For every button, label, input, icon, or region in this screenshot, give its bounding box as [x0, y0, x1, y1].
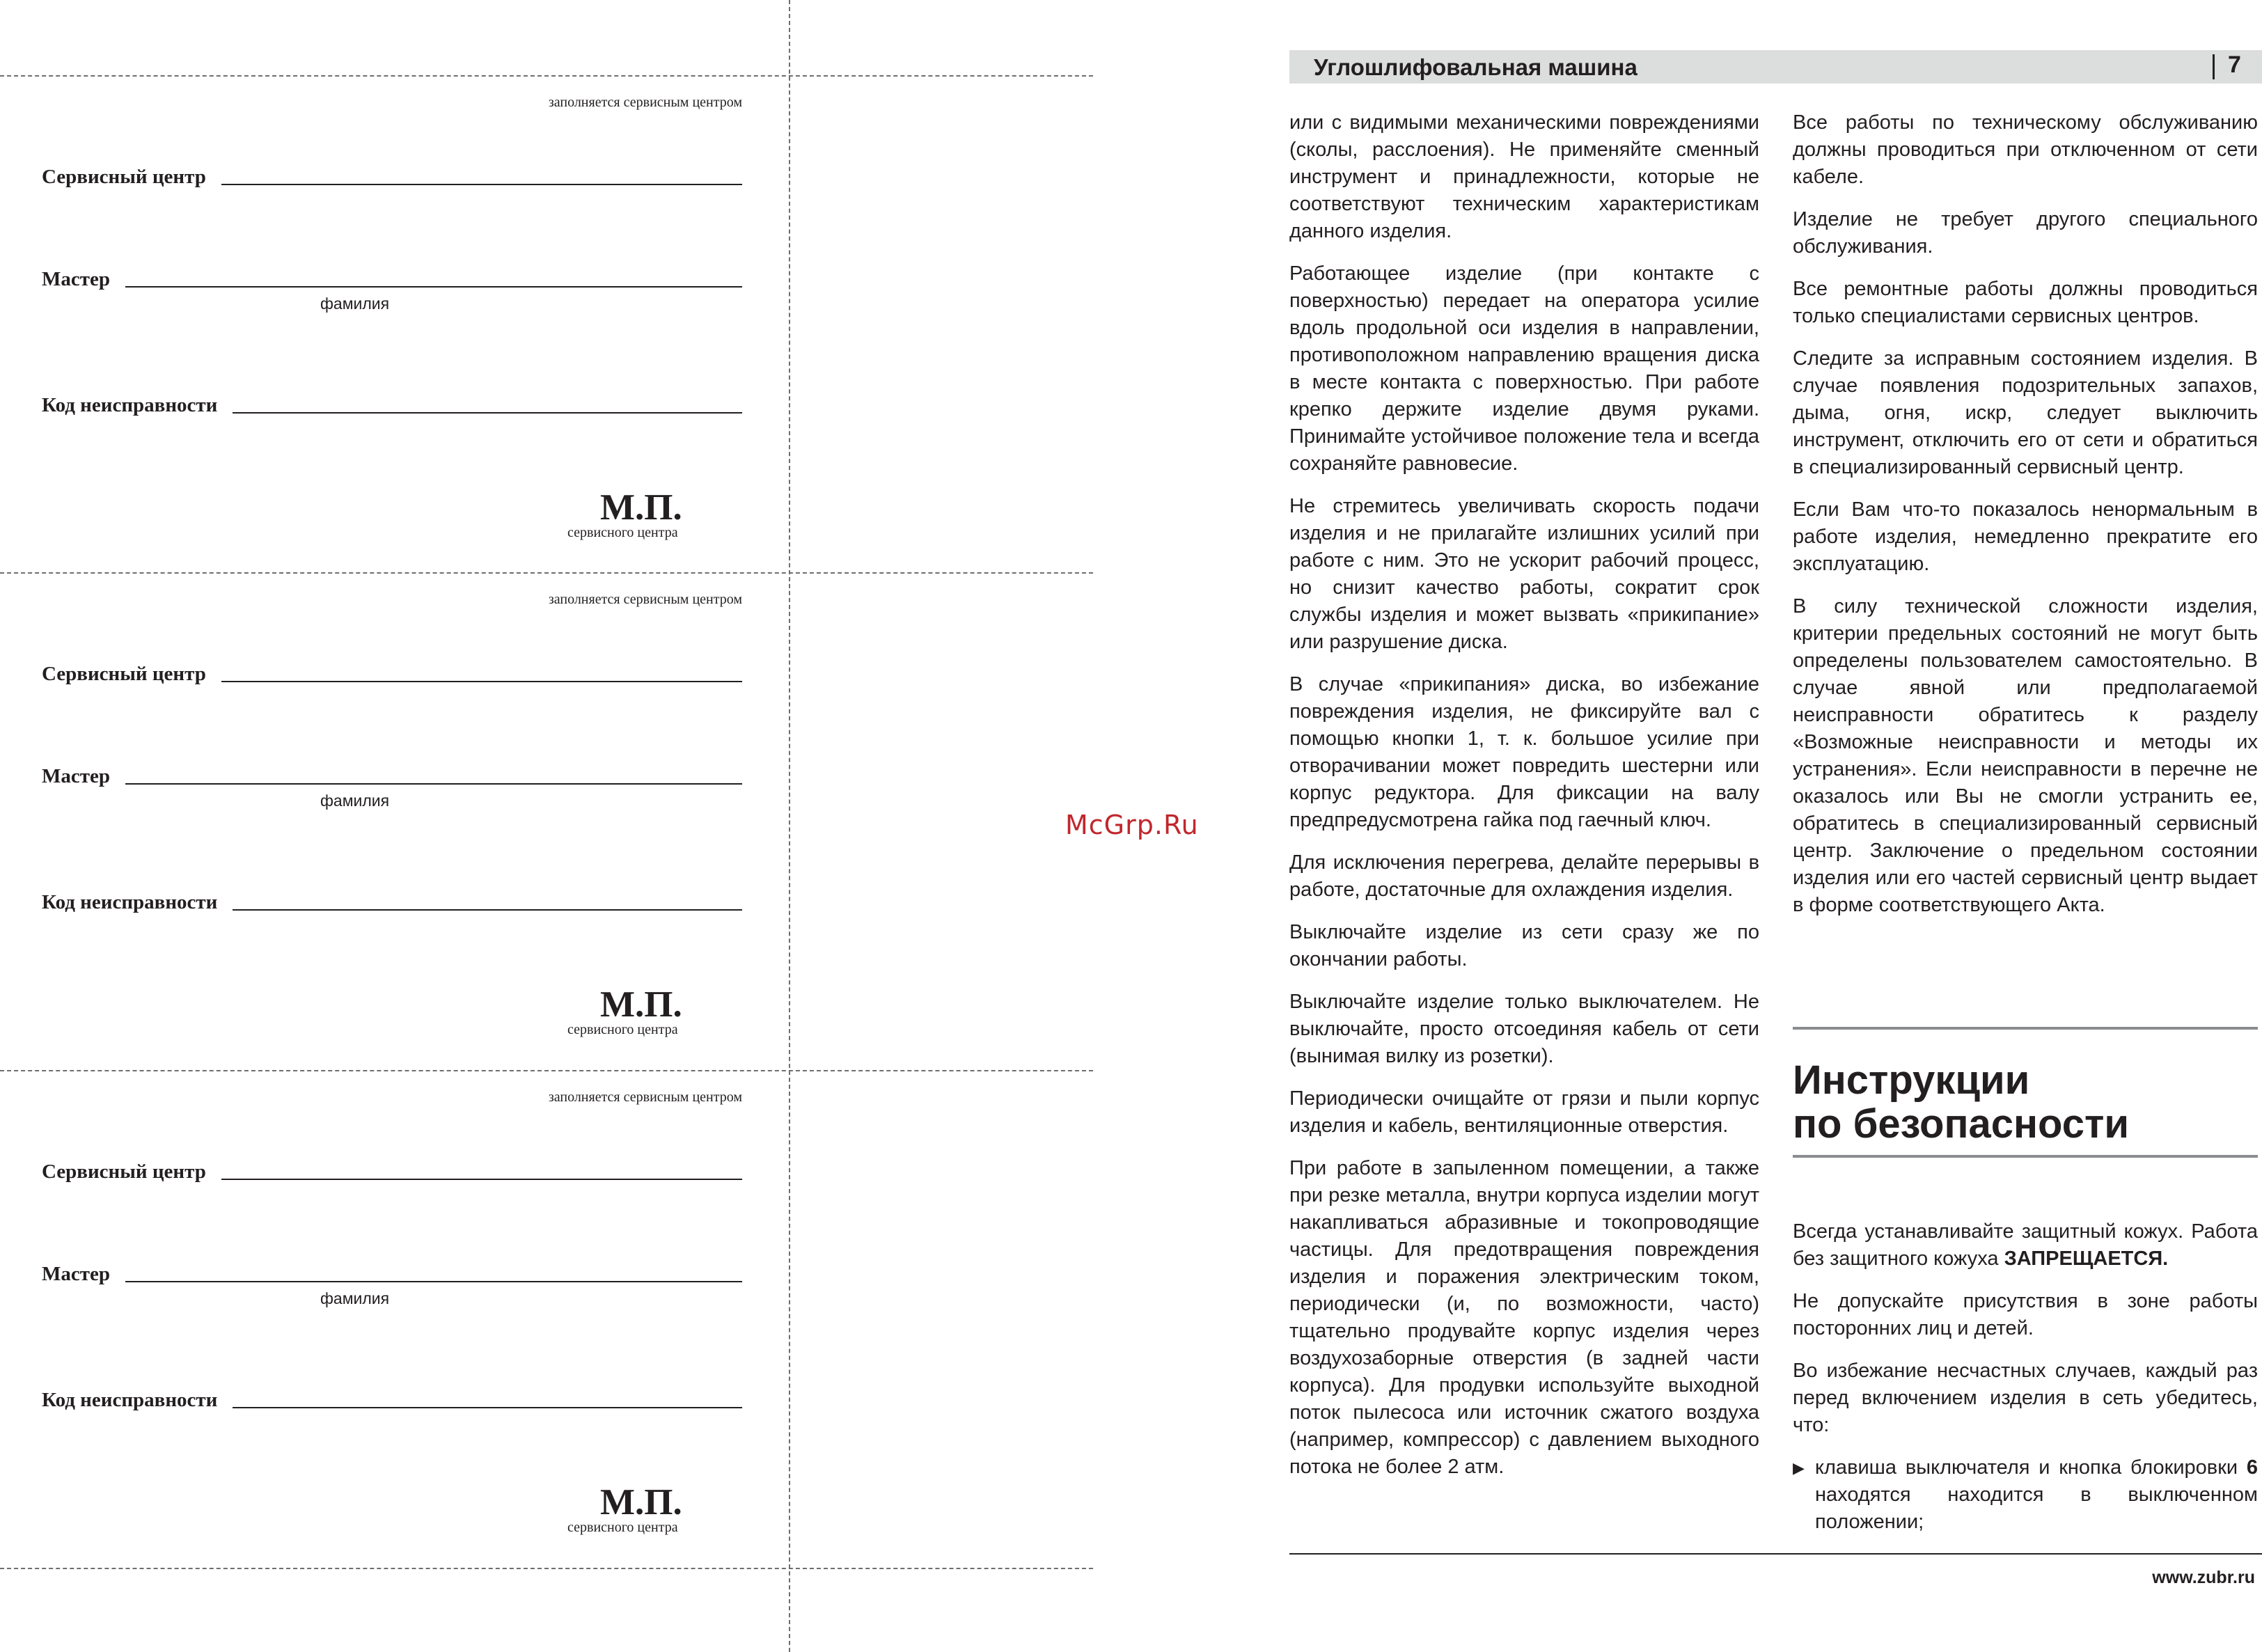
- coupon-note: заполняется сервисным центром: [548, 1089, 742, 1105]
- page-header: [1289, 50, 2262, 84]
- service-center-row: [42, 167, 742, 187]
- service-coupon: [0, 75, 787, 563]
- master-field[interactable]: [125, 783, 742, 785]
- stamp-caption: сервисного центра: [567, 1520, 678, 1535]
- surname-caption: фамилия: [320, 1289, 390, 1307]
- defect-code-field[interactable]: [233, 412, 742, 414]
- watermark: McGrp.Ru: [1065, 810, 1199, 840]
- stamp-mark: М.П.: [600, 1482, 682, 1523]
- paragraph: Изделие не требует другого специального обслуживания.: [1793, 208, 2258, 258]
- list-item: [1793, 1454, 2258, 1536]
- defect-code-field[interactable]: [233, 1407, 742, 1408]
- master-label: Мастер: [42, 1263, 110, 1285]
- text-column-left: [1289, 109, 1759, 1496]
- paragraph: Если Вам что-то показалось ненормальным в работе изделия, немедленно прекратите его эксплуатацию.: [1793, 498, 2258, 575]
- paragraph: Выключайте изделие из сети сразу же по окончании работы.: [1289, 921, 1759, 970]
- service-center-label: Сервисный центр: [42, 663, 206, 685]
- bullet-text: клавиша выключателя и кнопка блокировки: [1815, 1456, 2247, 1479]
- stamp-mark: М.П.: [600, 984, 682, 1025]
- defect-code-label: Код неисправности: [42, 891, 218, 913]
- footer-rule: [1289, 1553, 2262, 1555]
- defect-code-label: Код неисправности: [42, 394, 218, 416]
- service-center-field[interactable]: [221, 681, 742, 682]
- surname-caption: фамилия: [320, 294, 390, 313]
- bullet-text: находятся находится в выключенном положении;: [1815, 1484, 2258, 1533]
- stamp-caption: сервисного центра: [567, 525, 678, 540]
- service-coupon: [0, 1070, 787, 1557]
- paragraph: В силу технической сложности изделия, критерии предельных состояний не могут быть определены пользователем самостоятельно. В случае явной или предполагаемой неисправности обратитесь к разделу «Возможные неисправности и методы их устранения». Если неисправности в перечне не оказалось или Вы не смогли устранить ее, обратитесь в специализированный сервисный центр. Заключение о предельном состоянии изделия или его частей сервисный центр выдает в форме соответствующего Акта.: [1793, 595, 2258, 916]
- paragraph: Работающее изделие (при контакте с поверхностью) передает на оператора усилие вдоль продольной оси изделия в направлении, противоположном направлению вращения диска в месте контакта с поверхностью. При работе крепко держите изделие двумя руками. Принимайте устойчивое положение тела и всегда сохраняйте равновесие.: [1289, 262, 1759, 475]
- paragraph: Выключайте изделие только выключателем. Не выключайте, просто отсоединяя кабель от сети (вынимая вилку из розетки).: [1289, 991, 1759, 1067]
- coupon-note: заполняется сервисным центром: [548, 592, 742, 607]
- bullet-number: 6: [2246, 1456, 2258, 1479]
- text-column-right: [1793, 109, 2258, 934]
- stamp-caption: сервисного центра: [567, 1022, 678, 1037]
- paragraph: [1793, 1218, 2258, 1273]
- section-rule-bottom: [1793, 1155, 2258, 1158]
- paragraph: При работе в запыленном помещении, а также при резке металла, внутри корпуса изделии могут накапливаться абразивные и токопроводящие частицы. Для предотвращения повреждения изделия и поражения электрическим током, периодически (и, по возможности, часто) тщательно продувайте корпус изделия через воздухозаборные отверстия (в задней части корпуса). Для продувки используйте выходной поток пылесоса или источник сжатого воздуха (например, компрессор) с давлением выходного потока не более 2 атм.: [1289, 1157, 1759, 1478]
- paragraph: Не допускайте присутствия в зоне работы посторонних лиц и детей.: [1793, 1290, 2258, 1339]
- triangle-bullet-icon: ▶: [1793, 1459, 1805, 1477]
- coupon-note: заполняется сервисным центром: [548, 95, 742, 110]
- paragraph: Все ремонтные работы должны проводиться только специалистами сервисных центров.: [1793, 278, 2258, 327]
- paragraph: или с видимыми механическими повреждениями (сколы, расслоения). Не применяйте сменный инструмент и принадлежности, которые не соответствуют техническим характеристикам данного изделия.: [1289, 111, 1759, 242]
- defect-code-row: [42, 892, 742, 913]
- master-field[interactable]: [125, 286, 742, 288]
- service-center-field[interactable]: [221, 184, 742, 185]
- defect-code-row: [42, 1390, 742, 1410]
- service-center-label: Сервисный центр: [42, 1161, 206, 1183]
- master-row: [42, 1264, 742, 1284]
- cut-line-vertical: [789, 0, 790, 1652]
- paragraph: Все работы по техническому обслуживанию должны проводиться при отключенном от сети кабеле.: [1793, 111, 2258, 188]
- header-divider: [2213, 54, 2215, 79]
- paragraph: Во избежание несчастных случаев, каждый раз перед включением изделия в сеть убедитесь, что:: [1793, 1360, 2258, 1436]
- section-title-line: Инструкции: [1793, 1057, 2030, 1103]
- service-coupon: [0, 572, 787, 1060]
- service-center-field[interactable]: [221, 1179, 742, 1180]
- defect-code-row: [42, 395, 742, 416]
- service-center-row: [42, 664, 742, 684]
- paragraph: Следите за исправным состоянием изделия. В случае появления подозрительных запахов, дыма, огня, искр, следует выключить инструмент, отключить его от сети и обратиться в специализированный сервисный центр.: [1793, 347, 2258, 478]
- master-row: [42, 766, 742, 787]
- safety-instructions: [1793, 1218, 2258, 1536]
- section-title-line: по безопасности: [1793, 1101, 2130, 1147]
- master-label: Мастер: [42, 268, 110, 290]
- list-item-text: [1815, 1454, 2258, 1536]
- safety-text: Всегда устанавливайте защитный кожух. Работа без защитного кожуха: [1793, 1220, 2258, 1270]
- master-label: Мастер: [42, 765, 110, 787]
- service-center-label: Сервисный центр: [42, 166, 206, 188]
- defect-code-field[interactable]: [233, 909, 742, 911]
- service-center-row: [42, 1162, 742, 1182]
- master-row: [42, 269, 742, 290]
- paragraph: Периодически очищайте от грязи и пыли корпус изделия и кабель, вентиляционные отверстия.: [1289, 1087, 1759, 1137]
- page-title: Углошлифовальная машина: [1314, 54, 1637, 80]
- page-number: 7: [2228, 52, 2241, 78]
- surname-caption: фамилия: [320, 792, 390, 810]
- paragraph: Не стремитесь увеличивать скорость подачи изделия и не прилагайте излишних усилий при работе с ним. Это не ускорит рабочий процесс, но снизит качество работы, сократит срок службы изделия и может вызвать «прикипание» или разрушение диска.: [1289, 495, 1759, 653]
- section-title: [1793, 1058, 2129, 1146]
- defect-code-label: Код неисправности: [42, 1389, 218, 1411]
- paragraph: Для исключения перегрева, делайте перерывы в работе, достаточные для охлаждения изделия.: [1289, 851, 1759, 901]
- section-rule-top: [1793, 1027, 2258, 1030]
- stamp-mark: М.П.: [600, 487, 682, 528]
- footer-website-link[interactable]: www.zubr.ru: [2152, 1568, 2255, 1587]
- master-field[interactable]: [125, 1281, 742, 1282]
- paragraph: В случае «прикипания» диска, во избежание повреждения изделия, не фиксируйте вал с помощью кнопки 1, т. к. большое усилие при отворачивании может повредить шестерни или корпус редуктора. Для фиксации на валу предпредусмотрена гайка под гаечный ключ.: [1289, 673, 1759, 831]
- cut-line-bottom: [0, 1568, 1093, 1569]
- emphasis-text: ЗАПРЕЩАЕТСЯ.: [2004, 1248, 2169, 1270]
